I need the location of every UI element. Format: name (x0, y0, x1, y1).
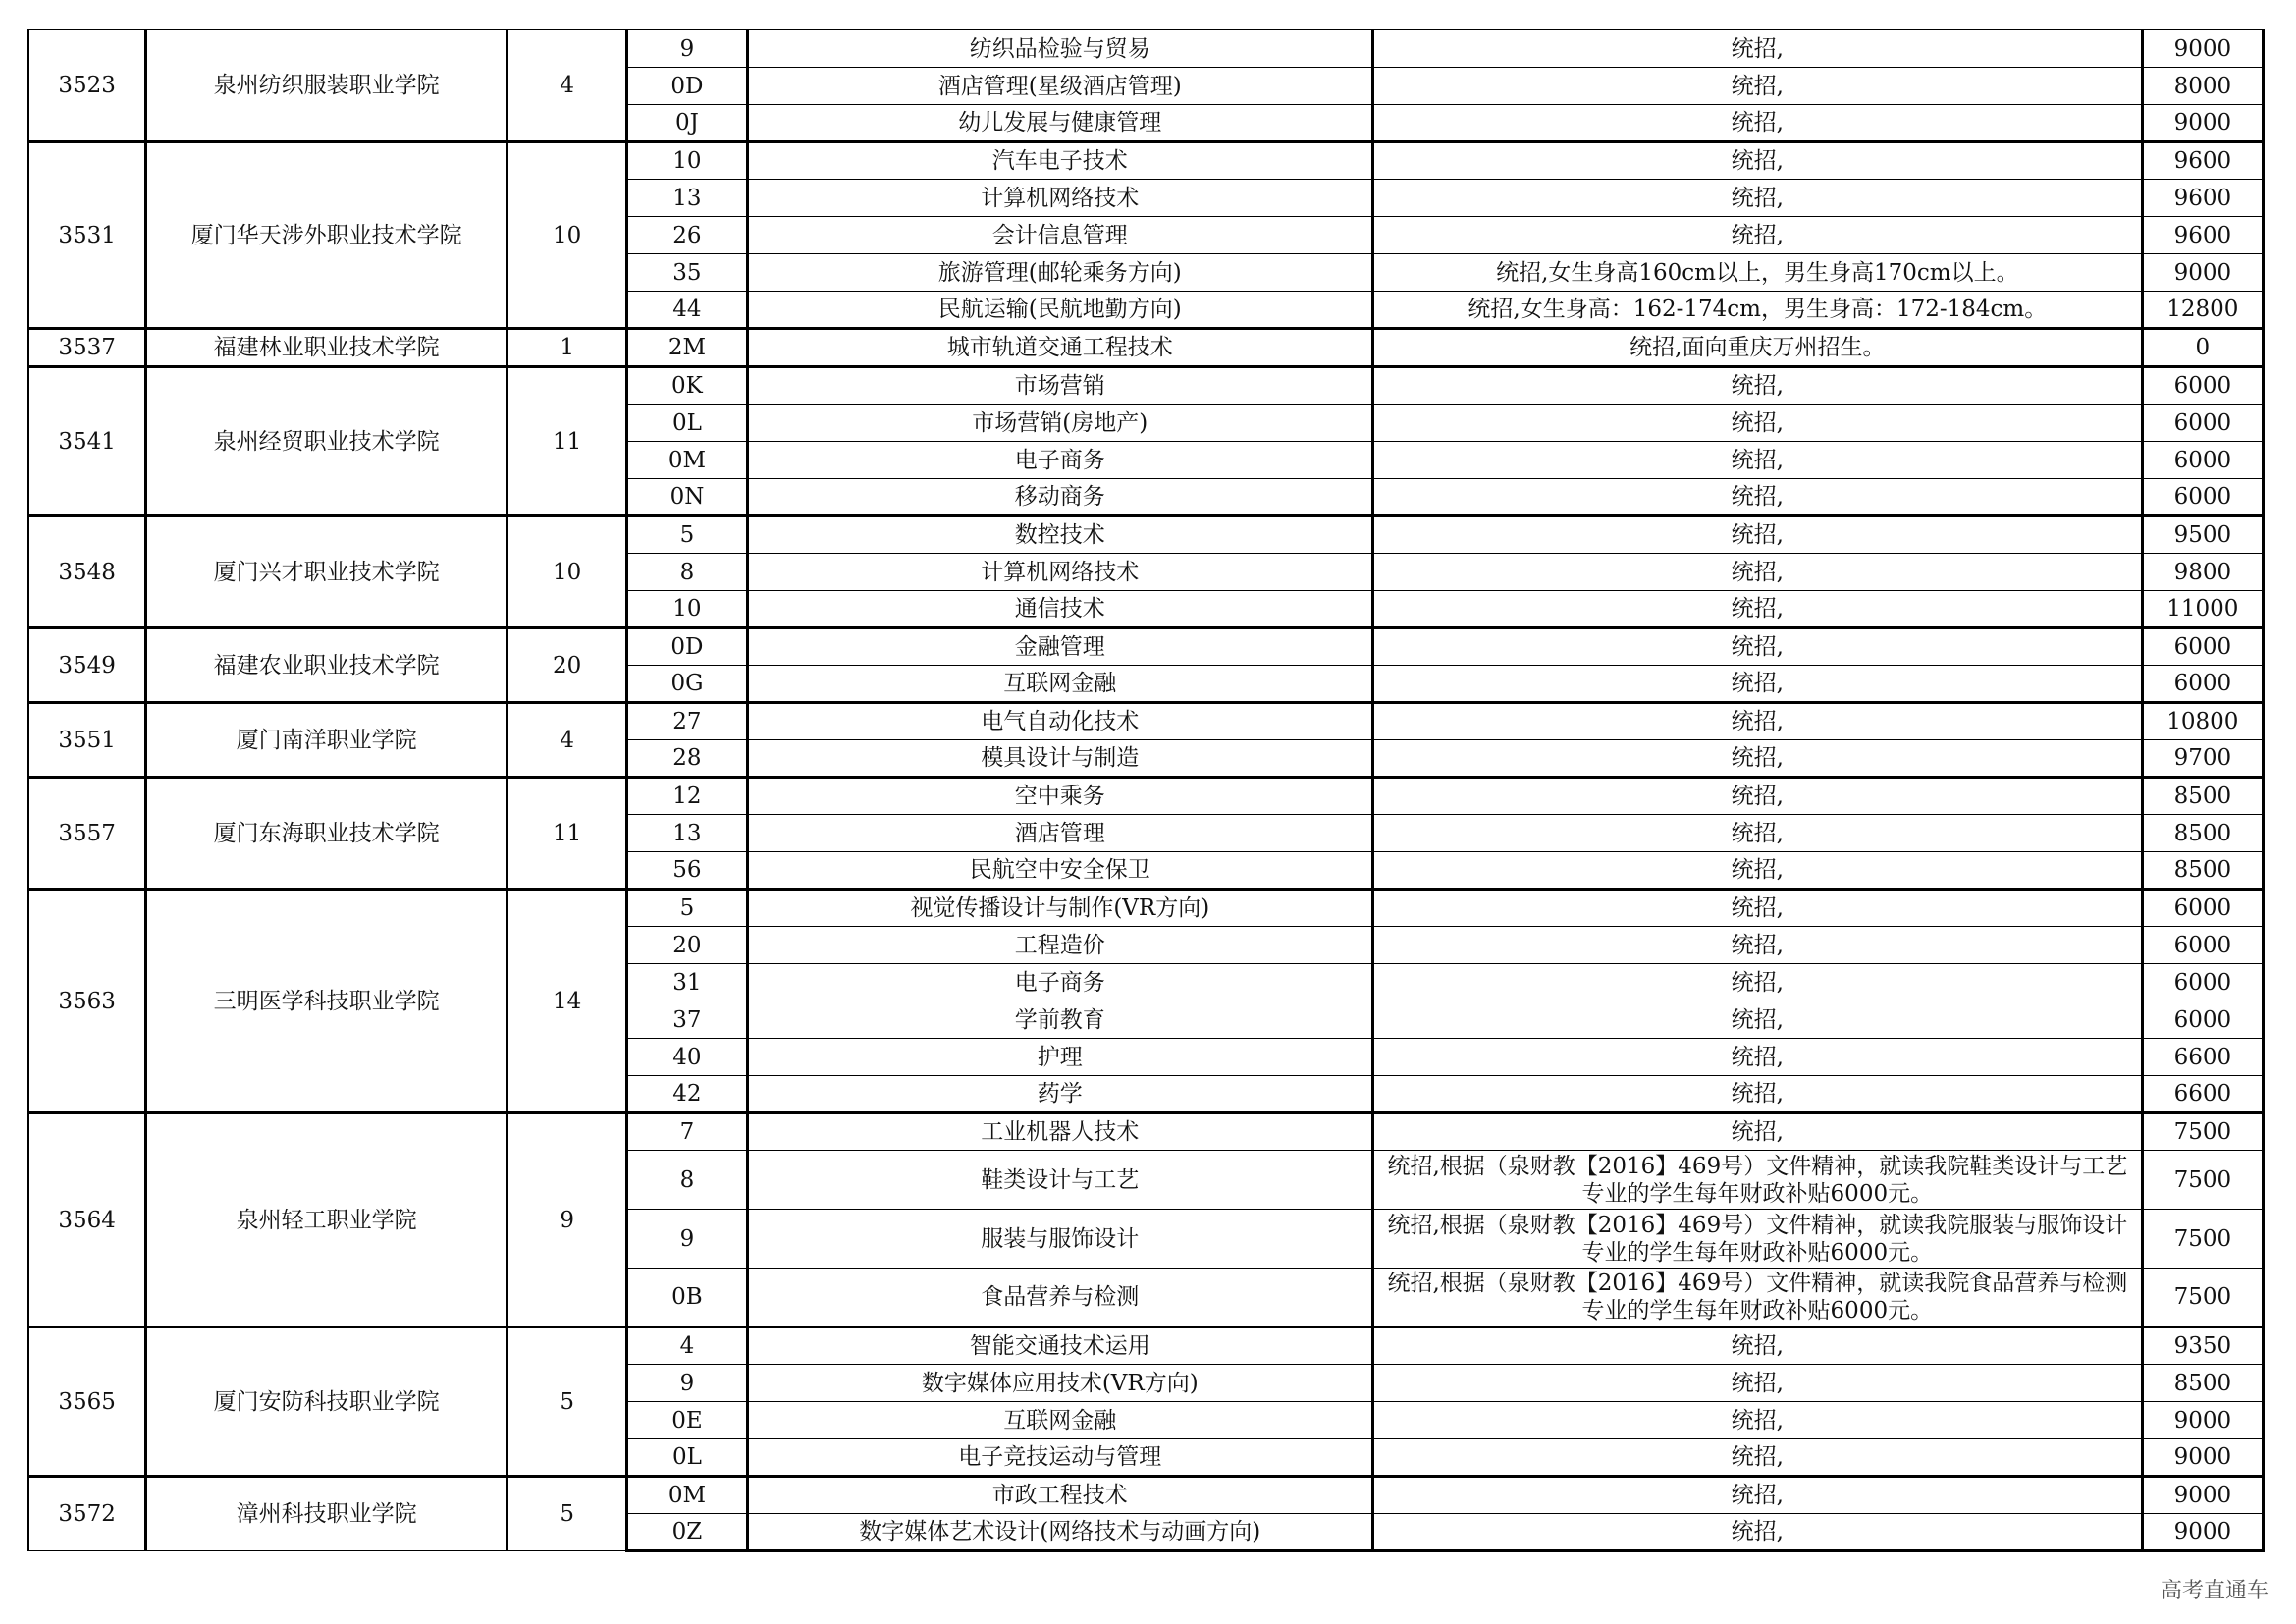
note-cell: 统招, (1372, 740, 2142, 778)
major-code-cell: 0G (627, 666, 747, 703)
major-name-cell: 电子竞技运动与管理 (747, 1439, 1372, 1477)
major-name-cell: 酒店管理 (747, 815, 1372, 852)
major-name-cell: 纺织品检验与贸易 (747, 30, 1372, 68)
major-name-cell: 食品营养与检测 (747, 1269, 1372, 1327)
major-name-cell: 模具设计与制造 (747, 740, 1372, 778)
tuition-cell: 9000 (2142, 254, 2263, 292)
major-name-cell: 民航空中安全保卫 (747, 852, 1372, 890)
major-name-cell: 智能交通技术运用 (747, 1327, 1372, 1365)
tuition-cell: 6000 (2142, 964, 2263, 1001)
tuition-cell: 9350 (2142, 1327, 2263, 1365)
major-code-cell: 42 (627, 1076, 747, 1113)
tuition-cell: 9000 (2142, 105, 2263, 142)
school-code-cell: 3564 (28, 1113, 146, 1327)
tuition-cell: 10800 (2142, 703, 2263, 740)
tuition-cell: 6000 (2142, 405, 2263, 442)
plan-count-cell: 10 (507, 516, 627, 628)
major-code-cell: 27 (627, 703, 747, 740)
table-row (28, 1327, 2264, 1365)
plan-count-cell: 4 (507, 703, 627, 778)
note-cell: 统招, (1372, 1001, 2142, 1039)
major-name-cell: 电气自动化技术 (747, 703, 1372, 740)
note-cell: 统招, (1372, 591, 2142, 628)
tuition-cell: 9000 (2142, 30, 2263, 68)
major-name-cell: 数字媒体应用技术(VR方向) (747, 1365, 1372, 1402)
plan-count-cell: 20 (507, 628, 627, 703)
major-code-cell: 26 (627, 217, 747, 254)
note-cell: 统招, (1372, 1113, 2142, 1151)
major-name-cell: 汽车电子技术 (747, 142, 1372, 180)
note-cell: 统招, (1372, 703, 2142, 740)
major-name-cell: 鞋类设计与工艺 (747, 1151, 1372, 1210)
plan-count-cell: 11 (507, 778, 627, 890)
note-cell: 统招, (1372, 1039, 2142, 1076)
tuition-cell: 9500 (2142, 516, 2263, 554)
table-row (28, 329, 2264, 367)
major-code-cell: 56 (627, 852, 747, 890)
tuition-cell: 8500 (2142, 778, 2263, 815)
note-cell: 统招, (1372, 890, 2142, 927)
major-code-cell: 4 (627, 1327, 747, 1365)
school-name-cell: 厦门华天涉外职业技术学院 (146, 142, 507, 329)
school-code-cell: 3549 (28, 628, 146, 703)
note-cell: 统招,根据（泉财教【2016】469号）文件精神，就读我院服装与服饰设计专业的学生每年财政补贴6000元。 (1372, 1210, 2142, 1269)
major-code-cell: 20 (627, 927, 747, 964)
major-code-cell: 0K (627, 367, 747, 405)
major-code-cell: 31 (627, 964, 747, 1001)
major-name-cell: 服装与服饰设计 (747, 1210, 1372, 1269)
tuition-cell: 9700 (2142, 740, 2263, 778)
table-row (28, 703, 2264, 740)
note-cell: 统招, (1372, 852, 2142, 890)
note-cell: 统招,女生身高160cm以上，男生身高170cm以上。 (1372, 254, 2142, 292)
major-name-cell: 计算机网络技术 (747, 554, 1372, 591)
school-code-cell: 3572 (28, 1477, 146, 1551)
tuition-cell: 8000 (2142, 68, 2263, 105)
school-name-cell: 三明医学科技职业学院 (146, 890, 507, 1113)
tuition-cell: 9600 (2142, 142, 2263, 180)
school-name-cell: 厦门兴才职业技术学院 (146, 516, 507, 628)
tuition-cell: 6000 (2142, 666, 2263, 703)
plan-count-cell: 11 (507, 367, 627, 516)
major-name-cell: 市场营销(房地产) (747, 405, 1372, 442)
major-name-cell: 旅游管理(邮轮乘务方向) (747, 254, 1372, 292)
table-row (28, 628, 2264, 666)
school-code-cell: 3537 (28, 329, 146, 367)
table-row (28, 778, 2264, 815)
school-code-cell: 3557 (28, 778, 146, 890)
tuition-cell: 6000 (2142, 367, 2263, 405)
note-cell: 统招, (1372, 964, 2142, 1001)
major-code-cell: 9 (627, 1365, 747, 1402)
plan-count-cell: 1 (507, 329, 627, 367)
major-code-cell: 5 (627, 516, 747, 554)
major-name-cell: 电子商务 (747, 964, 1372, 1001)
tuition-cell: 9000 (2142, 1402, 2263, 1439)
school-code-cell: 3541 (28, 367, 146, 516)
note-cell: 统招, (1372, 1477, 2142, 1514)
major-code-cell: 0B (627, 1269, 747, 1327)
tuition-cell: 7500 (2142, 1151, 2263, 1210)
major-code-cell: 9 (627, 30, 747, 68)
table-row (28, 516, 2264, 554)
note-cell: 统招,面向重庆万州招生。 (1372, 329, 2142, 367)
tuition-cell: 9000 (2142, 1439, 2263, 1477)
table-row (28, 30, 2264, 68)
major-code-cell: 40 (627, 1039, 747, 1076)
tuition-cell: 9800 (2142, 554, 2263, 591)
note-cell: 统招, (1372, 1439, 2142, 1477)
major-code-cell: 0Z (627, 1514, 747, 1551)
tuition-cell: 6000 (2142, 890, 2263, 927)
note-cell: 统招,女生身高：162-174cm，男生身高：172-184cm。 (1372, 292, 2142, 329)
school-name-cell: 泉州经贸职业技术学院 (146, 367, 507, 516)
major-code-cell: 0M (627, 442, 747, 479)
note-cell: 统招, (1372, 1514, 2142, 1551)
tuition-cell: 7500 (2142, 1210, 2263, 1269)
table-row (28, 1477, 2264, 1514)
major-name-cell: 护理 (747, 1039, 1372, 1076)
note-cell: 统招, (1372, 1402, 2142, 1439)
tuition-cell: 8500 (2142, 852, 2263, 890)
school-code-cell: 3565 (28, 1327, 146, 1477)
major-code-cell: 12 (627, 778, 747, 815)
major-name-cell: 互联网金融 (747, 1402, 1372, 1439)
enrollment-table-body (28, 30, 2264, 1551)
school-name-cell: 福建农业职业技术学院 (146, 628, 507, 703)
plan-count-cell: 10 (507, 142, 627, 329)
major-name-cell: 互联网金融 (747, 666, 1372, 703)
major-name-cell: 电子商务 (747, 442, 1372, 479)
tuition-cell: 12800 (2142, 292, 2263, 329)
plan-count-cell: 4 (507, 30, 627, 142)
major-name-cell: 数字媒体艺术设计(网络技术与动画方向) (747, 1514, 1372, 1551)
major-name-cell: 通信技术 (747, 591, 1372, 628)
note-cell: 统招, (1372, 142, 2142, 180)
major-name-cell: 酒店管理(星级酒店管理) (747, 68, 1372, 105)
note-cell: 统招, (1372, 30, 2142, 68)
major-name-cell: 幼儿发展与健康管理 (747, 105, 1372, 142)
enrollment-table (27, 29, 2265, 1552)
school-name-cell: 厦门安防科技职业学院 (146, 1327, 507, 1477)
school-code-cell: 3551 (28, 703, 146, 778)
school-name-cell: 厦门东海职业技术学院 (146, 778, 507, 890)
tuition-cell: 6600 (2142, 1039, 2263, 1076)
major-code-cell: 2M (627, 329, 747, 367)
note-cell: 统招, (1372, 405, 2142, 442)
tuition-cell: 9000 (2142, 1514, 2263, 1551)
major-code-cell: 0M (627, 1477, 747, 1514)
school-name-cell: 泉州纺织服装职业学院 (146, 30, 507, 142)
major-code-cell: 0J (627, 105, 747, 142)
major-name-cell: 空中乘务 (747, 778, 1372, 815)
major-name-cell: 工业机器人技术 (747, 1113, 1372, 1151)
major-name-cell: 移动商务 (747, 479, 1372, 516)
note-cell: 统招, (1372, 367, 2142, 405)
note-cell: 统招, (1372, 442, 2142, 479)
table-row (28, 1113, 2264, 1151)
major-code-cell: 0N (627, 479, 747, 516)
major-code-cell: 28 (627, 740, 747, 778)
major-code-cell: 9 (627, 1210, 747, 1269)
major-code-cell: 13 (627, 815, 747, 852)
note-cell: 统招, (1372, 554, 2142, 591)
major-code-cell: 7 (627, 1113, 747, 1151)
tuition-cell: 6000 (2142, 628, 2263, 666)
school-name-cell: 漳州科技职业学院 (146, 1477, 507, 1551)
tuition-cell: 6600 (2142, 1076, 2263, 1113)
major-name-cell: 数控技术 (747, 516, 1372, 554)
tuition-cell: 6000 (2142, 479, 2263, 516)
plan-count-cell: 5 (507, 1327, 627, 1477)
major-name-cell: 视觉传播设计与制作(VR方向) (747, 890, 1372, 927)
tuition-cell: 9600 (2142, 217, 2263, 254)
major-code-cell: 0D (627, 68, 747, 105)
major-name-cell: 会计信息管理 (747, 217, 1372, 254)
tuition-cell: 8500 (2142, 1365, 2263, 1402)
note-cell: 统招, (1372, 666, 2142, 703)
major-name-cell: 计算机网络技术 (747, 180, 1372, 217)
major-code-cell: 0L (627, 405, 747, 442)
major-name-cell: 药学 (747, 1076, 1372, 1113)
major-code-cell: 0D (627, 628, 747, 666)
school-name-cell: 厦门南洋职业学院 (146, 703, 507, 778)
major-code-cell: 10 (627, 142, 747, 180)
school-name-cell: 泉州轻工职业学院 (146, 1113, 507, 1327)
major-name-cell: 民航运输(民航地勤方向) (747, 292, 1372, 329)
table-row (28, 890, 2264, 927)
major-code-cell: 8 (627, 554, 747, 591)
tuition-cell: 11000 (2142, 591, 2263, 628)
major-name-cell: 城市轨道交通工程技术 (747, 329, 1372, 367)
watermark-text: 高考直通车 (2160, 1579, 2269, 1603)
major-code-cell: 44 (627, 292, 747, 329)
note-cell: 统招, (1372, 105, 2142, 142)
major-name-cell: 市政工程技术 (747, 1477, 1372, 1514)
school-code-cell: 3548 (28, 516, 146, 628)
note-cell: 统招, (1372, 479, 2142, 516)
tuition-cell: 9000 (2142, 1477, 2263, 1514)
note-cell: 统招,根据（泉财教【2016】469号）文件精神，就读我院鞋类设计与工艺专业的学生每年财政补贴6000元。 (1372, 1151, 2142, 1210)
note-cell: 统招, (1372, 927, 2142, 964)
school-code-cell: 3523 (28, 30, 146, 142)
table-row (28, 367, 2264, 405)
tuition-cell: 7500 (2142, 1113, 2263, 1151)
note-cell: 统招, (1372, 628, 2142, 666)
note-cell: 统招, (1372, 1365, 2142, 1402)
major-code-cell: 5 (627, 890, 747, 927)
plan-count-cell: 14 (507, 890, 627, 1113)
major-code-cell: 8 (627, 1151, 747, 1210)
tuition-cell: 6000 (2142, 442, 2263, 479)
tuition-cell: 6000 (2142, 927, 2263, 964)
tuition-cell: 0 (2142, 329, 2263, 367)
major-name-cell: 市场营销 (747, 367, 1372, 405)
note-cell: 统招, (1372, 180, 2142, 217)
plan-count-cell: 5 (507, 1477, 627, 1551)
major-code-cell: 37 (627, 1001, 747, 1039)
table-row (28, 142, 2264, 180)
major-name-cell: 工程造价 (747, 927, 1372, 964)
note-cell: 统招, (1372, 815, 2142, 852)
tuition-cell: 8500 (2142, 815, 2263, 852)
note-cell: 统招, (1372, 217, 2142, 254)
major-code-cell: 0E (627, 1402, 747, 1439)
major-code-cell: 0L (627, 1439, 747, 1477)
tuition-cell: 9600 (2142, 180, 2263, 217)
note-cell: 统招, (1372, 778, 2142, 815)
major-code-cell: 13 (627, 180, 747, 217)
major-code-cell: 10 (627, 591, 747, 628)
note-cell: 统招, (1372, 1327, 2142, 1365)
note-cell: 统招,根据（泉财教【2016】469号）文件精神，就读我院食品营养与检测专业的学生每年财政补贴6000元。 (1372, 1269, 2142, 1327)
note-cell: 统招, (1372, 68, 2142, 105)
major-code-cell: 35 (627, 254, 747, 292)
note-cell: 统招, (1372, 516, 2142, 554)
school-code-cell: 3531 (28, 142, 146, 329)
plan-count-cell: 9 (507, 1113, 627, 1327)
major-name-cell: 金融管理 (747, 628, 1372, 666)
school-code-cell: 3563 (28, 890, 146, 1113)
tuition-cell: 6000 (2142, 1001, 2263, 1039)
school-name-cell: 福建林业职业技术学院 (146, 329, 507, 367)
major-name-cell: 学前教育 (747, 1001, 1372, 1039)
tuition-cell: 7500 (2142, 1269, 2263, 1327)
note-cell: 统招, (1372, 1076, 2142, 1113)
